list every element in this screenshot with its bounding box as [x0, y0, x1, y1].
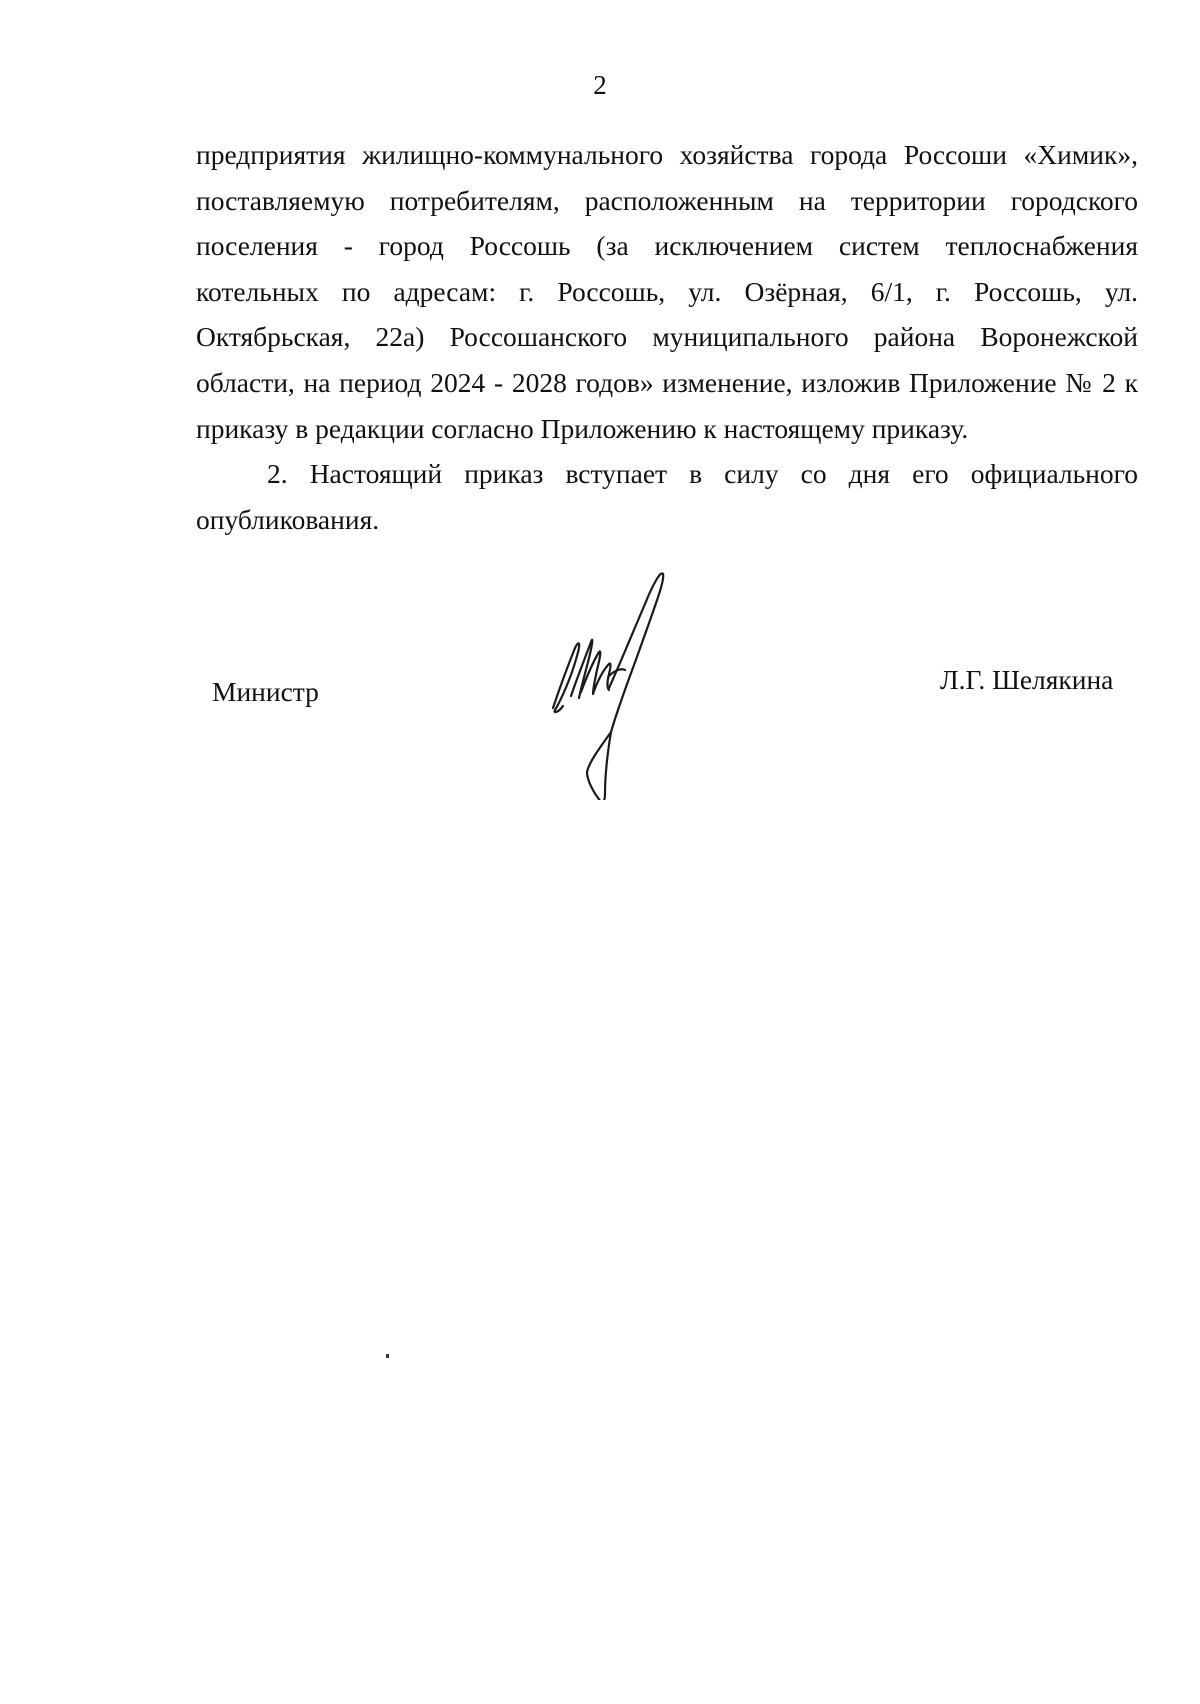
text-line: опубликования. — [196, 503, 380, 535]
text-line: поселения - город Россошь (за исключением систем теплоснабжения — [196, 230, 1138, 262]
signatory-title: Министр — [212, 676, 319, 707]
scan-speck — [386, 1354, 389, 1358]
page-number: 2 — [593, 70, 607, 100]
text-line: 2. Настоящий приказ вступает в силу со дня его официального — [267, 458, 1138, 490]
paragraph-1 — [196, 132, 1138, 451]
text-line: предприятия жилищно-коммунального хозяйства города Россоши «Химик», — [196, 139, 1138, 170]
handwritten-signature — [545, 570, 695, 800]
paragraph-2 — [196, 451, 1138, 542]
text-line: поставляемую потребителям, расположенным на территории городского — [196, 184, 1138, 216]
text-line: котельных по адресам: г. Россошь, ул. Озёрная, 6/1, г. Россошь, ул. — [196, 275, 1138, 307]
signatory-name: Л.Г. Шелякина — [940, 664, 1114, 695]
text-line: области, на период 2024 - 2028 годов» изменение, изложив Приложение № 2 к — [196, 366, 1138, 398]
document-body — [196, 132, 1138, 542]
text-line: приказу в редакции согласно Приложению к настоящему приказу. — [196, 412, 969, 444]
text-line: Октябрьская, 22а) Россошанского муниципального района Воронежской — [196, 321, 1138, 353]
